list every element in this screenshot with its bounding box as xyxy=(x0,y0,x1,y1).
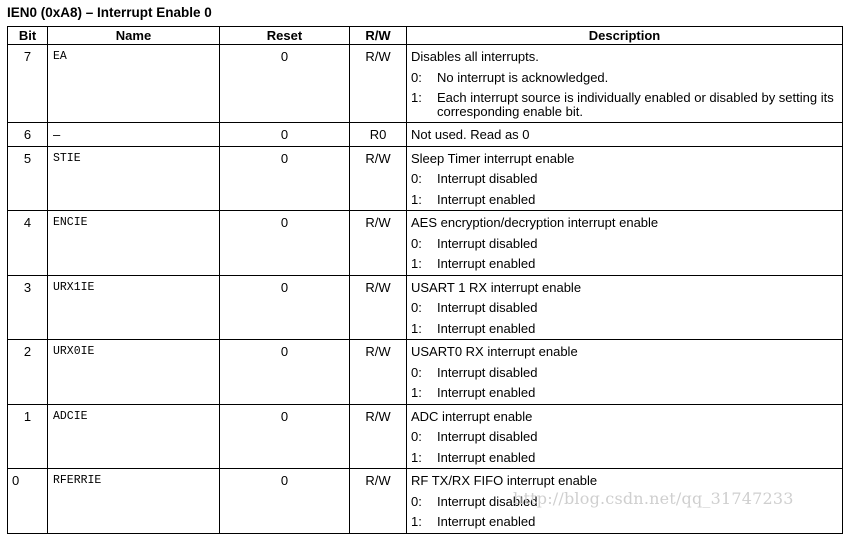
header-reset: Reset xyxy=(220,27,350,45)
register-table xyxy=(7,26,843,534)
description-option xyxy=(411,254,838,275)
header-rw: R/W xyxy=(350,27,407,45)
register-title: IEN0 (0xA8) – Interrupt Enable 0 xyxy=(7,5,212,20)
reset-cell: 0 xyxy=(220,404,350,469)
rw-cell: R/W xyxy=(350,45,407,123)
bit-cell: 3 xyxy=(8,275,48,340)
rw-cell: R0 xyxy=(350,123,407,147)
description-text: RF TX/RX FIFO interrupt enable xyxy=(411,473,598,488)
table-header-row xyxy=(8,27,843,45)
option-key: 0: xyxy=(411,69,422,85)
description-cell xyxy=(407,340,843,405)
option-key: 1: xyxy=(411,191,422,207)
table-row xyxy=(8,123,843,147)
option-text: Each interrupt source is individually enabled or disabled by setting its corresponding enable bit. xyxy=(437,90,834,119)
option-key: 0: xyxy=(411,429,422,444)
option-text: Interrupt enabled xyxy=(437,385,536,400)
description-option xyxy=(411,512,838,533)
option-key: 0: xyxy=(411,493,422,509)
name-cell: ENCIE xyxy=(48,211,220,276)
rw-cell: R/W xyxy=(350,404,407,469)
option-text: Interrupt disabled xyxy=(437,429,538,444)
blog-watermark: http://blog.csdn.net/qq_31747233 xyxy=(513,489,794,508)
description-option xyxy=(411,68,838,89)
option-text: Interrupt disabled xyxy=(437,364,538,380)
reset-cell: 0 xyxy=(220,211,350,276)
name-cell: – xyxy=(48,123,220,147)
name-cell: STIE xyxy=(48,146,220,211)
option-key: 0: xyxy=(411,300,422,315)
option-key: 1: xyxy=(411,385,422,400)
bit-cell: 5 xyxy=(8,146,48,211)
description-cell xyxy=(407,146,843,211)
name-cell: EA xyxy=(48,45,220,123)
description-option xyxy=(411,169,838,190)
bit-cell: 0 xyxy=(8,469,48,534)
bit-cell: 6 xyxy=(8,123,48,147)
description-cell xyxy=(407,211,843,276)
table-row xyxy=(8,211,843,276)
reset-cell: 0 xyxy=(220,275,350,340)
rw-cell: R/W xyxy=(350,340,407,405)
bit-cell: 7 xyxy=(8,45,48,123)
rw-cell: R/W xyxy=(350,211,407,276)
reset-cell: 0 xyxy=(220,45,350,123)
table-row xyxy=(8,404,843,469)
description-option xyxy=(411,190,838,211)
description-text: AES encryption/decryption interrupt enable xyxy=(411,215,659,230)
rw-cell: R/W xyxy=(350,146,407,211)
option-text: Interrupt disabled xyxy=(437,300,538,315)
rw-cell: R/W xyxy=(350,469,407,534)
option-key: 0: xyxy=(411,235,422,251)
option-text: Interrupt enabled xyxy=(437,256,536,271)
name-cell: RFERRIE xyxy=(48,469,220,534)
header-name: Name xyxy=(48,27,220,45)
header-bit: Bit xyxy=(8,27,48,45)
bit-cell: 1 xyxy=(8,404,48,469)
description-option xyxy=(411,363,838,384)
description-option xyxy=(411,234,838,255)
description-option xyxy=(411,298,838,319)
option-key: 0: xyxy=(411,171,422,186)
option-text: Interrupt enabled xyxy=(437,320,536,336)
option-key: 0: xyxy=(411,364,422,380)
option-key: 1: xyxy=(411,320,422,336)
description-cell xyxy=(407,45,843,123)
option-text: Interrupt enabled xyxy=(437,449,536,465)
rw-cell: R/W xyxy=(350,275,407,340)
header-description: Description xyxy=(407,27,843,45)
description-cell xyxy=(407,404,843,469)
option-key: 1: xyxy=(411,90,422,105)
option-text: Interrupt disabled xyxy=(437,171,538,186)
option-key: 1: xyxy=(411,449,422,465)
option-text: No interrupt is acknowledged. xyxy=(437,69,609,85)
table-row xyxy=(8,45,843,123)
name-cell: URX1IE xyxy=(48,275,220,340)
table-row xyxy=(8,146,843,211)
description-text: USART 1 RX interrupt enable xyxy=(411,279,582,295)
option-text: Interrupt enabled xyxy=(437,514,536,529)
description-text: USART0 RX interrupt enable xyxy=(411,344,578,359)
description-cell xyxy=(407,275,843,340)
reset-cell: 0 xyxy=(220,469,350,534)
description-option xyxy=(411,383,838,404)
option-key: 1: xyxy=(411,514,422,529)
reset-cell: 0 xyxy=(220,340,350,405)
description-option xyxy=(411,427,838,448)
description-text: Not used. Read as 0 xyxy=(411,127,530,142)
description-text: ADC interrupt enable xyxy=(411,408,533,424)
option-key: 1: xyxy=(411,256,422,271)
description-option xyxy=(411,88,838,122)
reset-cell: 0 xyxy=(220,123,350,147)
description-cell xyxy=(407,123,843,147)
description-text: Sleep Timer interrupt enable xyxy=(411,150,575,166)
option-text: Interrupt enabled xyxy=(437,191,536,207)
bit-cell: 4 xyxy=(8,211,48,276)
reset-cell: 0 xyxy=(220,146,350,211)
table-row xyxy=(8,340,843,405)
option-text: Interrupt disabled xyxy=(437,493,538,509)
description-option xyxy=(411,319,838,340)
bit-cell: 2 xyxy=(8,340,48,405)
table-row xyxy=(8,275,843,340)
option-text: Interrupt disabled xyxy=(437,235,538,251)
name-cell: URX0IE xyxy=(48,340,220,405)
description-text: Disables all interrupts. xyxy=(411,49,539,64)
description-option xyxy=(411,448,838,469)
name-cell: ADCIE xyxy=(48,404,220,469)
